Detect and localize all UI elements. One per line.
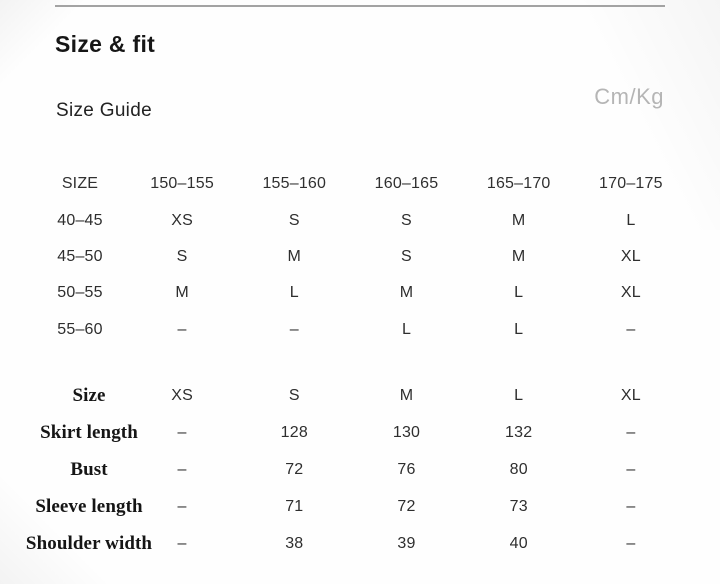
value-cell: – [177, 320, 187, 338]
row-label: 50–55 [57, 284, 103, 302]
value-cell: L [514, 387, 524, 405]
value-cell: L [626, 211, 636, 229]
value-cell: S [401, 247, 412, 265]
unit-label: Cm/Kg [594, 84, 664, 109]
value-cell: – [177, 497, 187, 515]
value-cell: 39 [397, 534, 416, 552]
value-cell: 71 [285, 497, 304, 515]
value-cell: 76 [397, 460, 416, 478]
value-cell: XS [171, 211, 193, 229]
value-cell: – [626, 460, 636, 478]
value-cell: L [514, 284, 524, 302]
column-header: 155–160 [262, 175, 327, 193]
page-title: Size & fit [55, 31, 156, 57]
value-cell: – [289, 320, 299, 338]
row-label: 55–60 [57, 320, 103, 338]
value-cell: M [175, 284, 189, 302]
row-label: Skirt length [40, 422, 138, 444]
value-cell: – [626, 320, 636, 338]
value-cell: S [401, 211, 412, 229]
value-cell: M [287, 247, 302, 265]
row-label: 40–45 [57, 211, 103, 229]
value-cell: L [401, 320, 412, 338]
value-cell: 128 [280, 424, 308, 442]
value-cell: S [288, 211, 300, 229]
garment-measurements-table [25, 378, 687, 562]
row-label: 45–50 [57, 247, 103, 265]
value-cell: 130 [392, 424, 421, 442]
column-header: 160–165 [374, 175, 439, 193]
row-label: Bust [70, 458, 108, 480]
value-cell: – [177, 424, 187, 442]
value-cell: – [626, 534, 636, 552]
value-cell: M [399, 387, 414, 405]
row-label: Size [72, 385, 106, 407]
section-title: Size Guide [56, 100, 152, 121]
value-cell: XS [171, 387, 193, 405]
weight-height-size-table [34, 166, 687, 348]
value-cell: M [399, 284, 414, 302]
value-cell: M [511, 211, 526, 229]
column-header: SIZE [61, 175, 99, 193]
value-cell: – [626, 424, 636, 442]
value-cell: 73 [509, 497, 528, 515]
value-cell: – [177, 534, 187, 552]
value-cell: XL [620, 247, 641, 265]
column-header: 170–175 [599, 175, 663, 193]
value-cell: – [177, 460, 187, 478]
value-cell: L [514, 320, 524, 338]
value-cell: 38 [285, 534, 304, 552]
value-cell: 72 [397, 497, 416, 515]
column-header: 150–155 [150, 175, 214, 193]
row-label: Shoulder width [25, 532, 153, 554]
value-cell: 80 [509, 460, 528, 478]
column-header: 165–170 [486, 175, 551, 193]
value-cell: S [288, 387, 300, 405]
row-label: Sleeve length [35, 495, 143, 517]
value-cell: S [176, 247, 188, 265]
top-divider [55, 5, 665, 7]
value-cell: M [511, 247, 526, 265]
value-cell: XL [620, 387, 641, 405]
value-cell: 40 [509, 534, 528, 552]
value-cell: L [289, 284, 299, 302]
value-cell: 132 [505, 424, 533, 442]
value-cell: – [626, 497, 636, 515]
value-cell: XL [620, 284, 641, 302]
value-cell: 72 [285, 460, 304, 478]
